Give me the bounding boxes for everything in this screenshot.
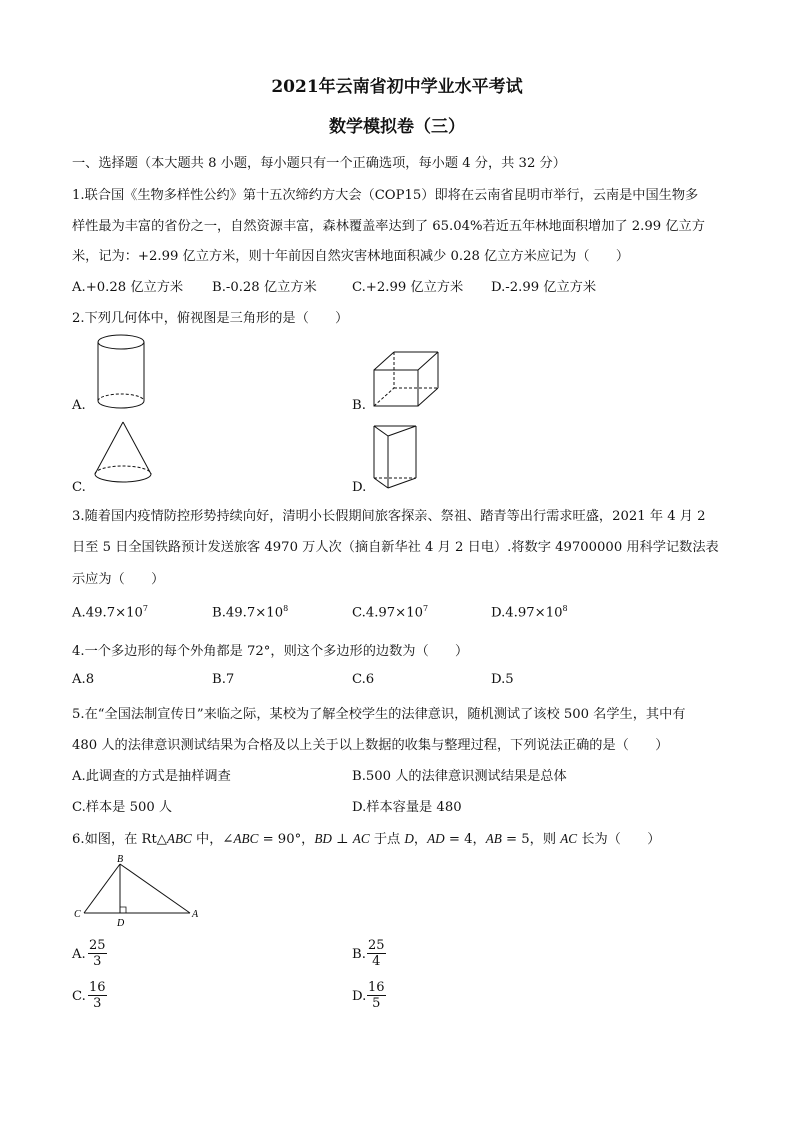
q3-option-c: $C.4.97\times 10^7$ <box>352 604 429 621</box>
q3-option-d: $D.4.97\times 10^8$ <box>491 604 568 621</box>
cuboid-figure <box>370 346 442 410</box>
q4-option-c: C.6 <box>352 672 375 687</box>
page-title: 2021年云南省初中学业水平考试 <box>271 77 523 97</box>
q6-stem: 6.如图，在 Rt△ABC 中，∠ABC = 90°，BD ⊥ AC 于点 D，AD = 4，AB = 5，则 AC 长为（ ） <box>72 831 661 847</box>
q4-stem: 4.一个多边形的每个外角都是 72°，则这个多边形的边数为（ ） <box>72 644 469 659</box>
q1-line1: 1.联合国《生物多样性公约》第十五次缔约方大会（COP15）即将在云南省昆明市举行，云南是中国生物多 <box>72 188 699 203</box>
q3-line1: 3.随着国内疫情防控形势持续向好，清明小长假期间旅客探亲、祭祖、踏青等出行需求旺盛，2021 年 4 月 2 <box>72 509 706 524</box>
q2-label-a: A. <box>72 398 86 413</box>
q3-option-a: $A.49.7\times 10^7$ <box>72 604 149 621</box>
q2-label-b: B. <box>352 398 366 413</box>
q5-line1: 5.在“全国法制宣传日”来临之际，某校为了解全校学生的法律意识，随机测试了该校 500 名学生，其中有 <box>72 707 686 722</box>
triangular-prism-figure <box>368 420 424 494</box>
q1-option-c: C.+2.99 亿立方米 <box>352 280 464 295</box>
q6-option-c-fraction: $\frac{16}{3}$ <box>89 980 106 1011</box>
q2-label-c: C. <box>72 480 86 495</box>
q6-option-d-label: D. <box>352 989 367 1004</box>
vertex-label-a: A <box>192 909 199 920</box>
q1-option-b: B.-0.28 亿立方米 <box>212 280 317 295</box>
page-subtitle: 数学模拟卷（三） <box>329 117 465 137</box>
vertex-label-d: D <box>117 918 125 928</box>
q6-option-d-fraction: $\frac{16}{5}$ <box>368 980 385 1011</box>
q2-stem: 2.下列几何体中，俯视图是三角形的是（ ） <box>72 311 349 326</box>
q1-line2: 样性最为丰富的省份之一，自然资源丰富，森林覆盖率达到了 65.04%若近五年林地面积增加了 2.99 亿立方 <box>72 219 705 234</box>
q6-option-a-label: A. <box>72 947 86 962</box>
q3-option-b: $B.49.7\times 10^8$ <box>212 604 289 621</box>
q6-option-b-fraction: $\frac{25}{4}$ <box>368 938 385 969</box>
q1-line3: 米，记为：+2.99 亿立方米，则十年前因自然灾害林地面积减少 0.28 亿立方米应记为（ ） <box>72 249 630 264</box>
cone-figure <box>90 418 156 488</box>
section-heading: 一、选择题（本大题共 8 小题，每小题只有一个正确选项，每小题 4 分，共 32 分） <box>72 156 566 171</box>
q5-option-c: C.样本是 500 人 <box>72 800 173 815</box>
q5-option-a: A.此调查的方式是抽样调查 <box>72 769 231 784</box>
q6-option-b-label: B. <box>352 947 366 962</box>
q6-option-c-label: C. <box>72 989 86 1004</box>
q4-option-b: B.7 <box>212 672 235 687</box>
q1-option-a: A.+0.28 亿立方米 <box>72 280 184 295</box>
q4-option-a: A.8 <box>72 672 95 687</box>
vertex-label-b: B <box>117 854 124 865</box>
q6-option-a-fraction: $\frac{25}{3}$ <box>89 938 106 969</box>
vertex-label-c: C <box>74 909 81 920</box>
q1-option-d: D.-2.99 亿立方米 <box>491 280 597 295</box>
cylinder-figure <box>90 328 152 414</box>
q5-option-b: B.500 人的法律意识测试结果是总体 <box>352 769 567 784</box>
q3-line2: 日至 5 日全国铁路预计发送旅客 4970 万人次（摘自新华社 4 月 2 日电）.将数字 49700000 用科学记数法表 <box>72 540 719 555</box>
q4-option-d: D.5 <box>491 672 514 687</box>
q5-line2: 480 人的法律意识测试结果为合格及以上关于以上数据的收集与整理过程，下列说法正确的是（ ） <box>72 738 669 753</box>
q3-line3: 示应为（ ） <box>72 572 165 587</box>
q5-option-d: D.样本容量是 480 <box>352 800 462 815</box>
right-triangle-figure <box>68 852 208 928</box>
q2-label-d: D. <box>352 480 367 495</box>
